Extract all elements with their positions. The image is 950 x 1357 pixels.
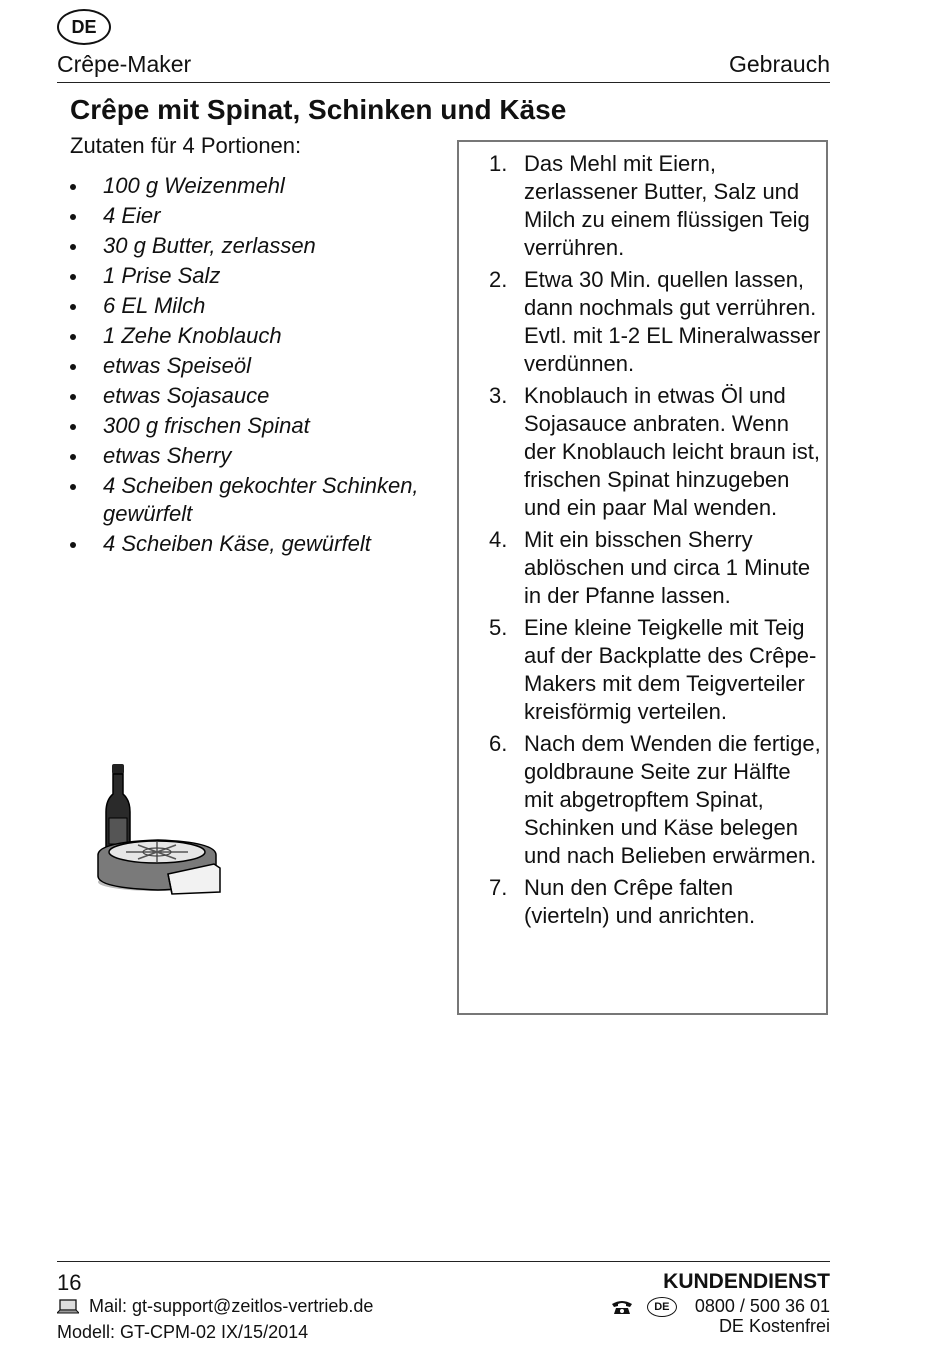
ingredient-item <box>70 412 450 440</box>
step-text: Etwa 30 Min. quellen lassen, dann nochmals gut verrühren. Evtl. mit 1-2 EL Mineralwasser verdünnen. <box>524 267 821 376</box>
phone-number[interactable]: 0800 / 500 36 01 <box>694 1296 830 1316</box>
model-info: Modell: GT-CPM-02 IX/15/2014 <box>57 1322 309 1342</box>
ingredient-text: 4 Scheiben gekochter Schinken, gewürfelt <box>103 473 419 526</box>
instruction-step <box>489 382 821 522</box>
ingredient-item <box>70 530 450 558</box>
laptop-icon <box>57 1299 79 1315</box>
ingredient-item <box>70 442 450 470</box>
bullet-icon <box>70 244 76 250</box>
instructions-box <box>457 140 828 1015</box>
telephone-icon <box>611 1299 633 1315</box>
bullet-icon <box>70 274 76 280</box>
bullet-icon <box>70 454 76 460</box>
footer-divider <box>57 1261 830 1262</box>
mail-address[interactable]: Mail: gt-support@zeitlos-vertrieb.de <box>89 1296 374 1316</box>
instruction-step <box>489 266 821 378</box>
step-text: Eine kleine Teigkelle mit Teig auf der Backplatte des Crêpe-Makers mit dem Teigverteiler kreisförmig verteilen. <box>524 615 817 724</box>
ingredient-text: 30 g Butter, zerlassen <box>103 233 316 258</box>
instruction-step <box>489 614 821 726</box>
step-number: 3. <box>489 383 508 408</box>
ingredient-text: etwas Sojasauce <box>103 383 270 408</box>
bullet-icon <box>70 542 76 548</box>
instruction-list <box>489 150 821 934</box>
free-call-note: DE Kostenfrei <box>718 1316 830 1336</box>
language-badge: DE <box>57 9 111 45</box>
ingredient-text: etwas Speiseöl <box>103 353 251 378</box>
service-title: KUNDENDIENST <box>663 1270 830 1293</box>
ingredient-text: 4 Scheiben Käse, gewürfelt <box>103 531 371 556</box>
bullet-icon <box>70 304 76 310</box>
ingredient-text: 1 Prise Salz <box>103 263 221 288</box>
bullet-icon <box>70 484 76 490</box>
section-name: Gebrauch <box>728 51 830 77</box>
ingredient-text: 100 g Weizenmehl <box>103 173 285 198</box>
bullet-icon <box>70 424 76 430</box>
step-text: Nun den Crêpe falten (vierteln) und anrichten. <box>524 875 756 928</box>
ingredient-item <box>70 262 450 290</box>
servings-label: Zutaten für 4 Portionen: <box>70 133 302 158</box>
step-number: 4. <box>489 527 508 552</box>
ingredient-text: 1 Zehe Knoblauch <box>103 323 282 348</box>
step-text: Mit ein bisschen Sherry ablöschen und circa 1 Minute in der Pfanne lassen. <box>524 527 811 608</box>
instruction-step <box>489 730 821 870</box>
step-text: Das Mehl mit Eiern, zerlassener Butter, Salz und Milch zu einem flüssigen Teig verrühren. <box>524 151 810 260</box>
ingredient-item <box>70 292 450 320</box>
ingredient-list <box>70 172 450 560</box>
ingredient-item <box>70 472 450 528</box>
step-number: 7. <box>489 875 508 900</box>
ingredient-item <box>70 382 450 410</box>
step-text: Knoblauch in etwas Öl und Sojasauce anbraten. Wenn der Knoblauch leicht braun ist, frischen Spinat hinzugeben und ein paar Mal wenden. <box>524 383 820 520</box>
instruction-step <box>489 874 821 930</box>
support-mail <box>57 1296 373 1317</box>
ingredient-item <box>70 322 450 350</box>
ingredient-item <box>70 232 450 260</box>
ingredient-text: 6 EL Milch <box>103 293 206 318</box>
bullet-icon <box>70 214 76 220</box>
bullet-icon <box>70 184 76 190</box>
wine-and-cheese-illustration <box>88 760 223 900</box>
product-name: Crêpe-Maker <box>57 51 192 77</box>
ingredient-item <box>70 172 450 200</box>
bullet-icon <box>70 394 76 400</box>
step-number: 1. <box>489 151 508 176</box>
support-phone <box>611 1296 830 1317</box>
ingredient-text: 300 g frischen Spinat <box>103 413 310 438</box>
header-divider <box>57 82 830 83</box>
step-number: 6. <box>489 731 508 756</box>
step-text: Nach dem Wenden die fertige, goldbraune Seite zur Hälfte mit abgetropftem Spinat, Schinken und Käse belegen und nach Belieben erwärmen. <box>524 731 821 868</box>
step-number: 2. <box>489 267 508 292</box>
recipe-title: Crêpe mit Spinat, Schinken und Käse <box>70 94 567 125</box>
bullet-icon <box>70 364 76 370</box>
phone-country-badge: DE <box>647 1297 677 1317</box>
instruction-step <box>489 150 821 262</box>
page-number: 16 <box>57 1270 82 1295</box>
instruction-step <box>489 526 821 610</box>
ingredient-text: etwas Sherry <box>103 443 232 468</box>
step-number: 5. <box>489 615 508 640</box>
bullet-icon <box>70 334 76 340</box>
ingredient-item <box>70 352 450 380</box>
ingredient-text: 4 Eier <box>103 203 161 228</box>
ingredient-item <box>70 202 450 230</box>
